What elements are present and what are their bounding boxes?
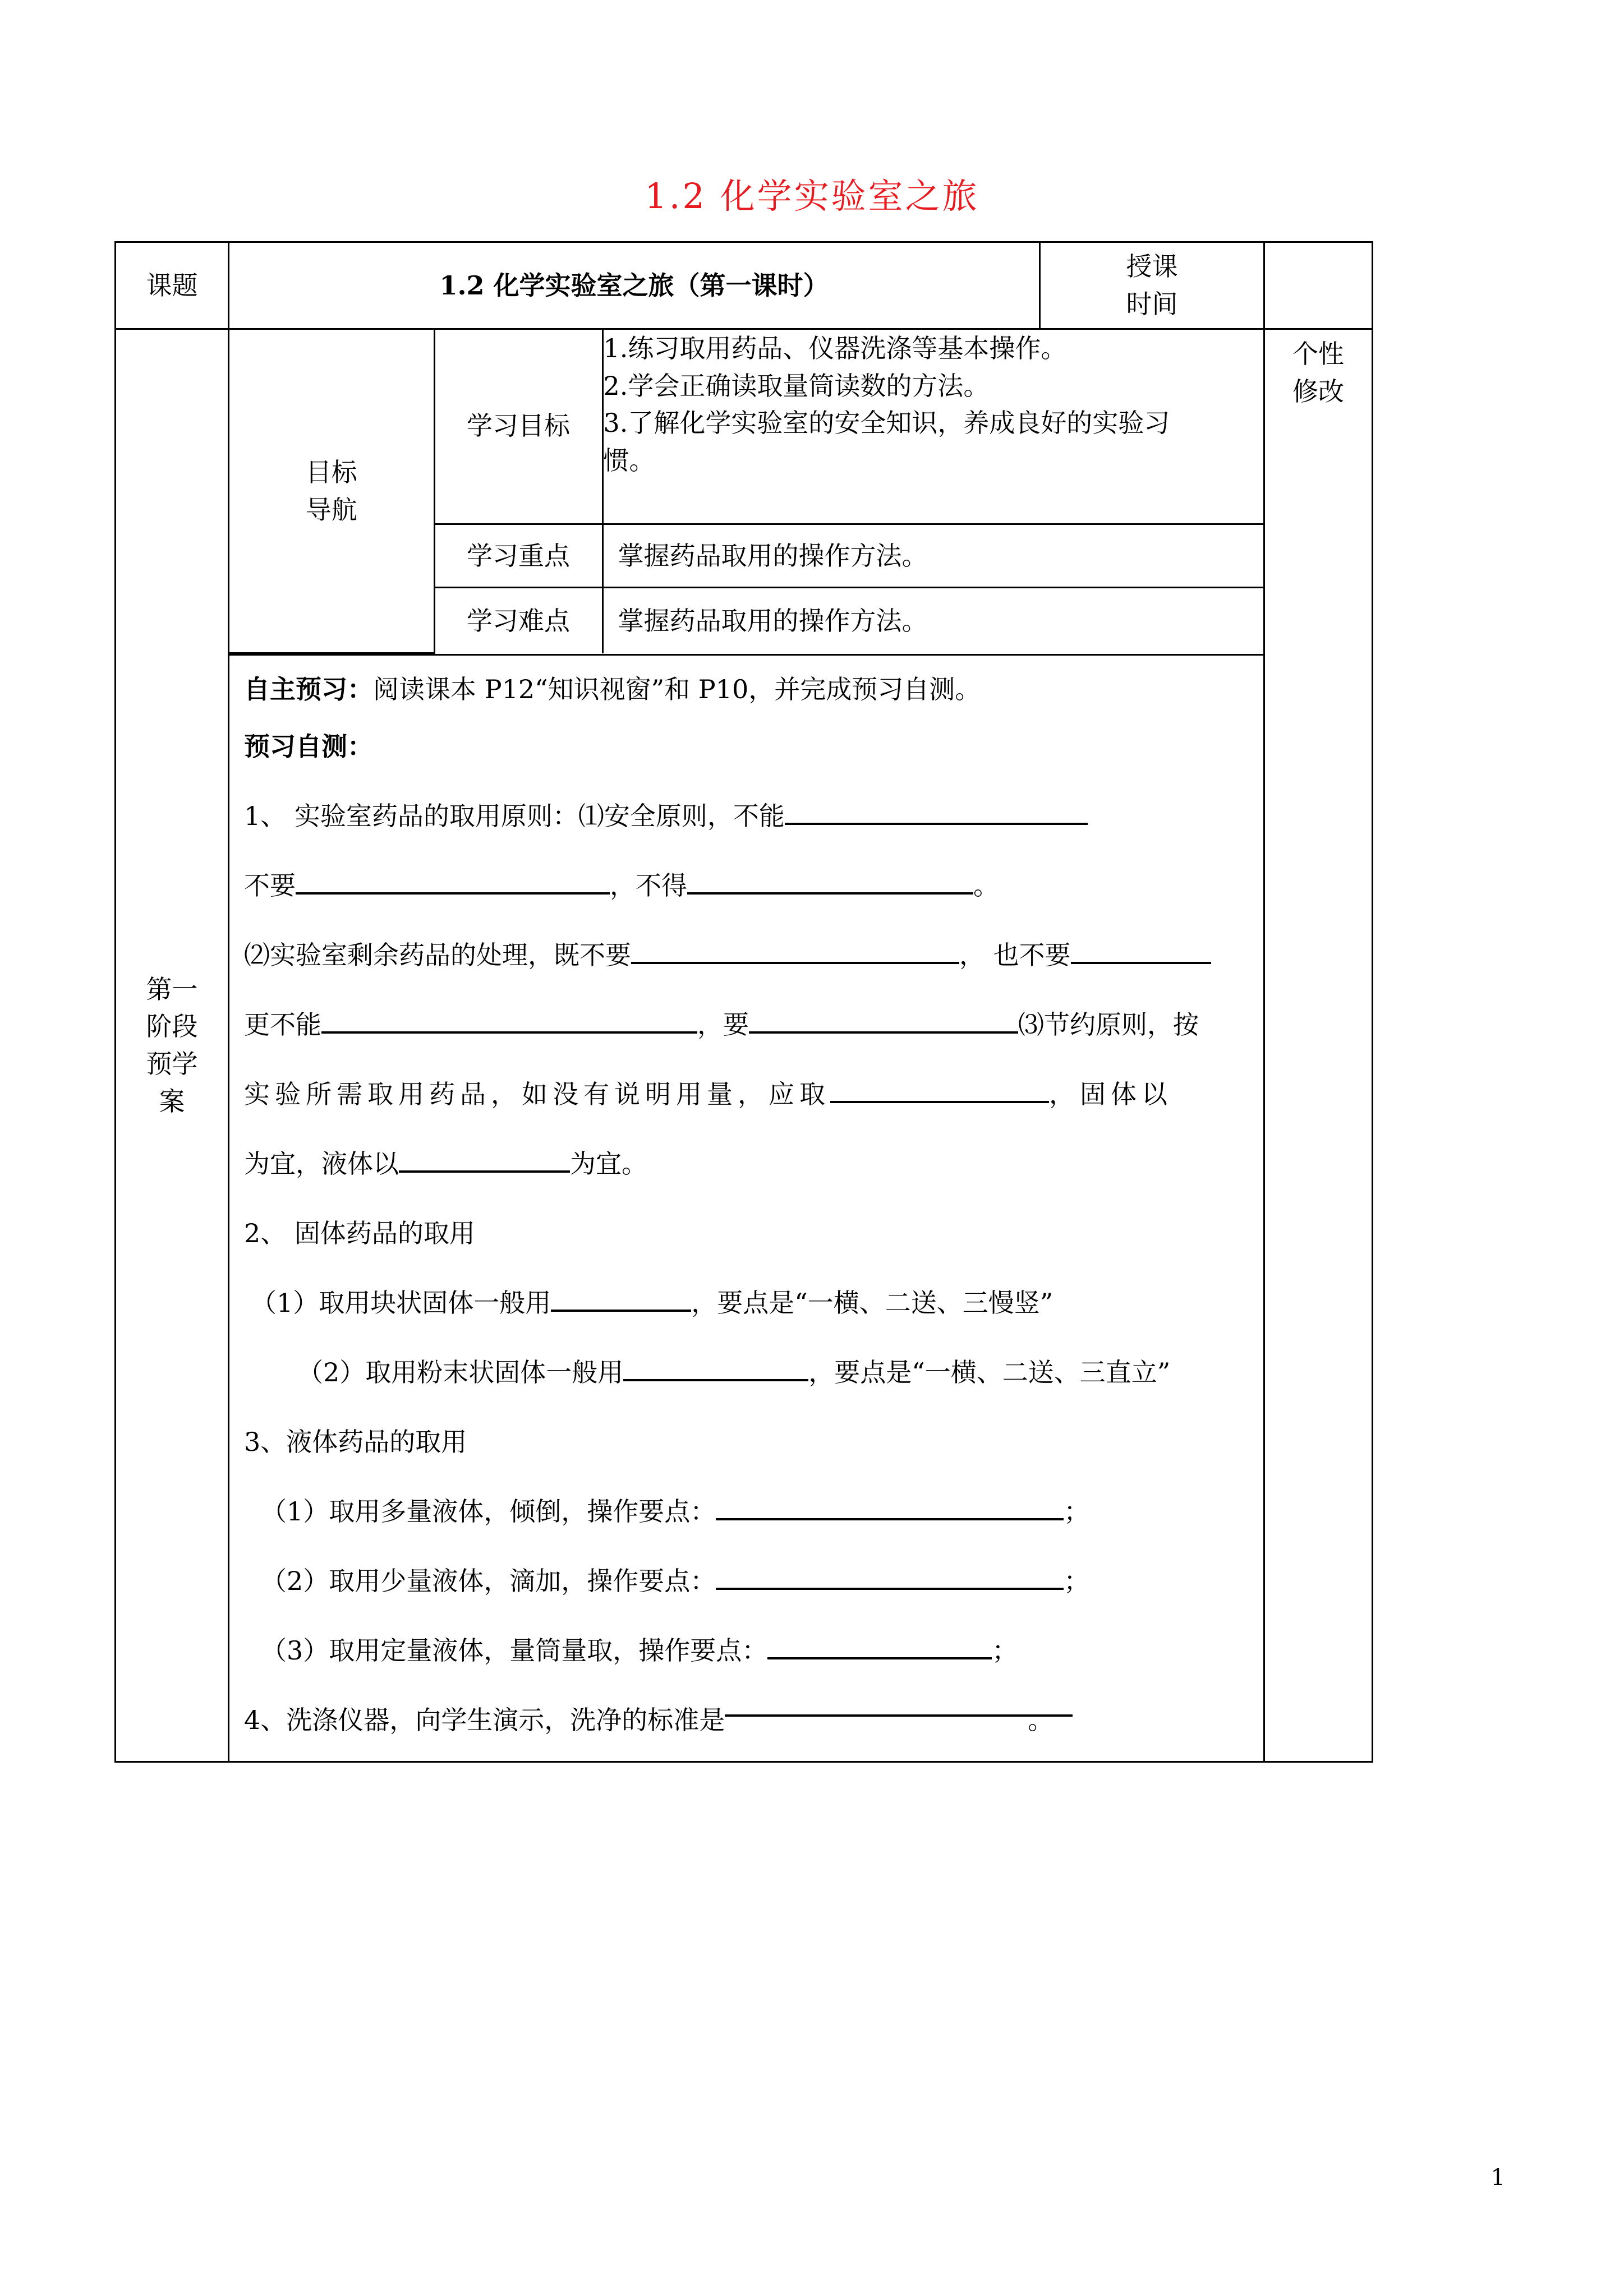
objective-3-cont: 惯。 <box>603 445 655 476</box>
q1-text-f2: 为宜。 <box>570 1149 647 1179</box>
q1-line-d <box>244 990 1263 1059</box>
q3-semicolon-3: ； <box>992 1635 1018 1666</box>
q2-text-2b: ，要点是“一横、二送、三直立” <box>808 1357 1171 1387</box>
q1-text-d3: ⑶节约原则，按 <box>1018 1009 1199 1040</box>
blank-field[interactable] <box>399 1141 570 1173</box>
q1-text-e2: ，固体以 <box>1049 1079 1172 1109</box>
q1-line-c <box>244 920 1263 990</box>
blank-field[interactable] <box>296 863 610 895</box>
q2-heading: 2、 固体药品的取用 <box>244 1218 475 1248</box>
self-study-line <box>244 667 1263 712</box>
objectives-list <box>602 330 1263 524</box>
objective-2: 2.学会正确读取量筒读数的方法。 <box>603 370 990 401</box>
q3-text-1: （1）取用多量液体，倾倒，操作要点： <box>261 1496 716 1527</box>
header-row <box>116 242 1373 329</box>
q3-heading: 3、液体药品的取用 <box>244 1427 467 1457</box>
q2-line-2 <box>244 1338 1263 1407</box>
q1-text-b1: 不要 <box>244 870 296 901</box>
q1-text-a: 1、 实验室药品的取用原则：⑴安全原则，不能 <box>244 801 785 831</box>
q2-text-2a: （2）取用粉末状固体一般用 <box>297 1357 624 1387</box>
stage-line-2: 阶段 <box>146 1011 198 1042</box>
stage-line-3: 预学 <box>146 1049 198 1079</box>
goal-nav-line-2: 导航 <box>305 494 357 525</box>
blank-field[interactable] <box>830 1072 1049 1103</box>
goal-nav-table <box>229 330 1263 654</box>
goal-nav-label <box>229 330 434 653</box>
blank-field[interactable] <box>631 933 959 964</box>
q3-text-3: （3）取用定量液体，量筒量取，操作要点： <box>261 1635 768 1666</box>
document-title: 1.2 化学实验室之旅 <box>645 176 979 216</box>
q3-semicolon-2: ； <box>1064 1566 1090 1596</box>
q1-text-d1: 更不能 <box>244 1009 321 1040</box>
q1-line-a <box>244 781 1263 851</box>
stage-label <box>116 329 229 1762</box>
q3-line-1 <box>244 1477 1263 1546</box>
lesson-plan-table <box>114 241 1373 1763</box>
q3-line-2 <box>244 1546 1263 1616</box>
q1-text-c1: ⑵实验室剩余药品的处理，既不要 <box>244 940 631 970</box>
key-point-label: 学习重点 <box>434 524 602 588</box>
blank-field[interactable] <box>767 1628 992 1659</box>
goal-nav-cell <box>229 329 1264 655</box>
page-number: 1 <box>1490 2165 1505 2191</box>
blank-field[interactable] <box>785 794 1088 825</box>
q2-text-1b: ，要点是“一横、二送、三慢竖” <box>691 1288 1053 1318</box>
q2-line-1 <box>244 1268 1263 1338</box>
personal-line-1: 个性 <box>1292 339 1344 369</box>
self-study-label: 自主预习： <box>244 674 373 704</box>
q1-line-f <box>244 1129 1263 1198</box>
stage-line-4: 案 <box>159 1086 185 1117</box>
teaching-time-line-2: 时间 <box>1126 289 1178 319</box>
goal-row <box>116 329 1373 655</box>
objectives-label: 学习目标 <box>434 330 602 524</box>
stage-line-1: 第一 <box>146 974 198 1004</box>
blank-field[interactable] <box>716 1559 1064 1590</box>
topic-value: 1.2 化学实验室之旅（第一课时） <box>229 242 1040 329</box>
q1-text-e1: 实验所需取用药品，如没有说明用量，应取 <box>244 1079 830 1109</box>
teaching-time-label <box>1040 242 1264 329</box>
difficulty-label: 学习难点 <box>434 588 602 653</box>
q1-text-b3: 。 <box>973 870 999 901</box>
personal-notes-cell <box>1264 329 1373 1762</box>
q1-line-e <box>244 1059 1263 1129</box>
q4-text: 4、洗涤仪器，向学生演示，洗净的标准是 <box>244 1705 725 1735</box>
q4-end: 。 <box>1028 1705 1054 1735</box>
blank-field[interactable] <box>1071 933 1211 964</box>
q1-text-b2: ，不得 <box>610 870 687 901</box>
q3-text-2: （2）取用少量液体，滴加，操作要点： <box>261 1566 716 1596</box>
q1-text-c2: ， 也不要 <box>959 940 1071 970</box>
difficulty-value: 掌握药品取用的操作方法。 <box>602 588 1263 653</box>
blank-field[interactable] <box>725 1685 1073 1735</box>
blank-field[interactable] <box>687 863 973 895</box>
teaching-time-value <box>1264 242 1373 329</box>
personal-line-2: 修改 <box>1292 376 1344 407</box>
blank-field[interactable] <box>716 1489 1064 1520</box>
blank-field[interactable] <box>551 1280 691 1312</box>
key-point-value: 掌握药品取用的操作方法。 <box>602 524 1263 588</box>
topic-label: 课题 <box>116 242 229 329</box>
q1-text-d2: ，要 <box>697 1009 749 1040</box>
preview-test-heading <box>244 712 1263 781</box>
q3-semicolon-1: ； <box>1064 1496 1090 1527</box>
teaching-time-line-1: 授课 <box>1126 251 1178 282</box>
preview-test-label: 预习自测： <box>244 731 373 762</box>
preview-row <box>116 655 1373 1762</box>
objective-3: 3.了解化学实验室的安全知识，养成良好的实验习 <box>603 408 1170 439</box>
objective-1: 1.练习取用药品、仪器洗涤等基本操作。 <box>603 333 1067 363</box>
q2-text-1a: （1）取用块状固体一般用 <box>251 1288 551 1318</box>
q1-text-f1: 为宜，液体以 <box>244 1149 399 1179</box>
preview-content <box>229 655 1264 1762</box>
q1-line-b <box>244 851 1263 920</box>
self-study-text: 阅读课本 P12“知识视窗”和 P10，并完成预习自测。 <box>373 674 981 704</box>
blank-field[interactable] <box>623 1350 808 1381</box>
blank-field[interactable] <box>749 1002 1018 1034</box>
blank-field[interactable] <box>321 1002 697 1034</box>
q4-line <box>244 1685 1263 1755</box>
goal-nav-line-1: 目标 <box>305 457 357 487</box>
q3-line-3 <box>244 1616 1263 1685</box>
